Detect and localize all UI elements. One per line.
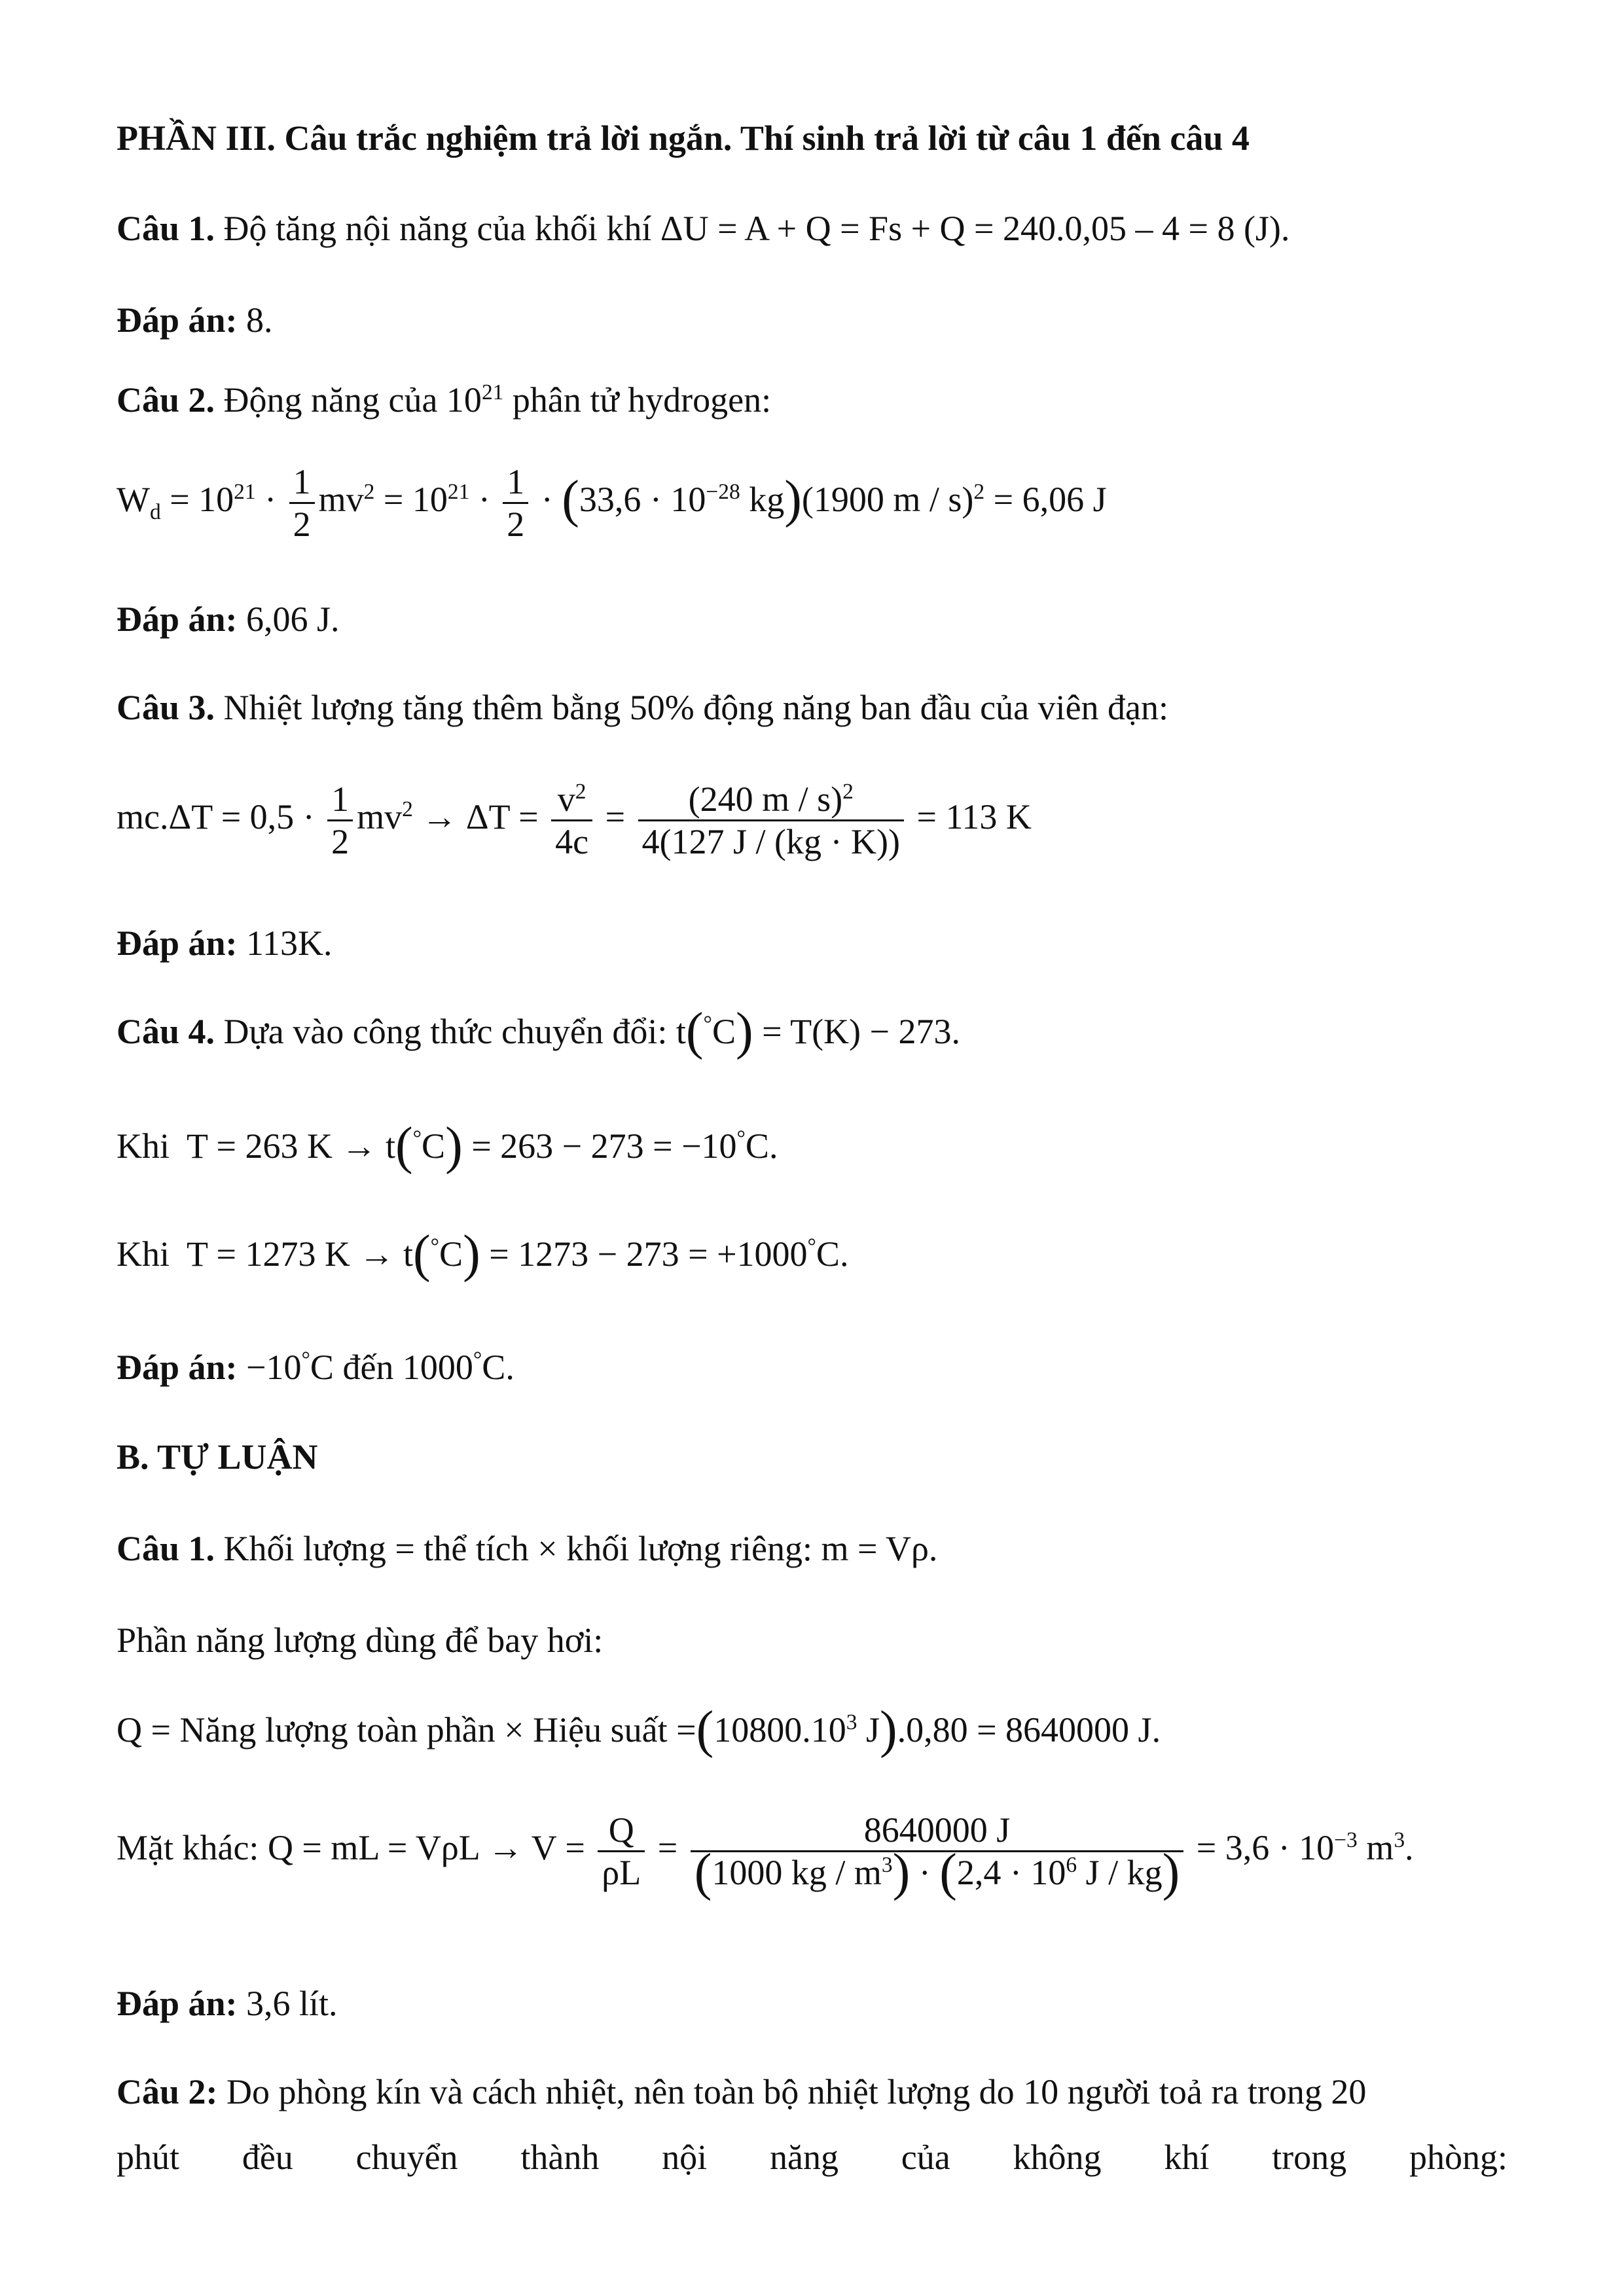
answer-4-v1: −10 bbox=[246, 1348, 302, 1387]
essay-1-line-3-prefix: Q = Năng lượng toàn phần × Hiệu suất bbox=[117, 1710, 677, 1749]
eq3-v-fraction bbox=[551, 779, 592, 862]
eq2-half-den-a: 2 bbox=[293, 505, 311, 545]
khi-2-left: T = 1273 K → t bbox=[187, 1234, 413, 1274]
section-b-heading: B. TỰ LUẬN bbox=[117, 1437, 318, 1477]
essay-2-word: phòng: bbox=[1409, 2138, 1507, 2177]
essay-1-den-paren-b-open: ( bbox=[939, 1844, 957, 1902]
eq2-half-num-b: 1 bbox=[503, 461, 528, 504]
khi-1-degree: ° bbox=[412, 1126, 422, 1151]
essay-1-den-dot: · bbox=[910, 1853, 940, 1893]
question-4-label: Câu 4. bbox=[117, 1012, 215, 1051]
khi-2-right: = 1273 − 273 = +1000 bbox=[480, 1234, 808, 1274]
q4-paren-open: ( bbox=[685, 1003, 704, 1060]
question-1-text: Độ tăng nội năng của khối khí ΔU = A + Q = Fs + Q = 240.0,05 – 4 = 8 (J). bbox=[223, 209, 1290, 248]
eq2-inner: 33,6 · 10 bbox=[579, 479, 706, 519]
khi-1-paren-open: ( bbox=[395, 1117, 413, 1175]
eq2-speed: (1900 m / s) bbox=[801, 479, 974, 519]
essay-1-main-num: 8640000 J bbox=[691, 1810, 1184, 1852]
eq3-v: v bbox=[557, 780, 575, 819]
question-2 bbox=[117, 380, 771, 420]
essay-question-1 bbox=[117, 1528, 937, 1569]
khi-2-c: C bbox=[439, 1234, 463, 1274]
essay-2-line-2 bbox=[117, 2137, 1507, 2178]
answer-4-c1: C bbox=[310, 1348, 334, 1387]
section-heading: PHẦN III. Câu trắc nghiệm trả lời ngắn. Thí sinh trả lời từ câu 1 đến câu 4 bbox=[117, 118, 1250, 158]
question-2-text-before: Động năng của 10 bbox=[223, 380, 482, 420]
eq2-speed-sq: 2 bbox=[973, 479, 985, 504]
essay-1-unit-exp: 3 bbox=[1394, 1827, 1405, 1852]
essay-1-result: = 3,6 · 10 bbox=[1187, 1827, 1335, 1867]
question-2-label: Câu 2. bbox=[117, 380, 215, 420]
essay-1-line-4-eq: = bbox=[649, 1827, 687, 1867]
essay-1-den-a-exp: 3 bbox=[881, 1853, 893, 1878]
q4-formula-rest: = T(K) − 273. bbox=[753, 1012, 960, 1051]
khi-2-paren-close: ) bbox=[463, 1225, 480, 1283]
question-3-text: Nhiệt lượng tăng thêm bằng 50% động năng ban đầu của viên đạn: bbox=[223, 688, 1169, 727]
eq3-half-fraction bbox=[327, 779, 353, 862]
answer-4 bbox=[117, 1347, 514, 1388]
eq2-part1: = 10 bbox=[160, 479, 234, 519]
answer-3-label: Đáp án: bbox=[117, 924, 238, 963]
eq3-result: = 113 K bbox=[907, 797, 1032, 836]
essay-1-q-den: ρL bbox=[602, 1853, 641, 1893]
eq2-dot-c: · bbox=[532, 479, 562, 519]
essay-1-main-fraction bbox=[691, 1810, 1184, 1902]
essay-1-line-3 bbox=[117, 1701, 1161, 1759]
eq2-lhs-sub: d bbox=[149, 499, 161, 524]
answer-4-degree-a: ° bbox=[301, 1348, 310, 1372]
eq2-paren-open: ( bbox=[562, 470, 579, 528]
essay-2-text-1: Do phòng kín và cách nhiệt, nên toàn bộ nhiệt lượng do 10 người toả ra trong 20 bbox=[226, 2072, 1367, 2111]
q4-t: t bbox=[676, 1012, 686, 1051]
question-1-label: Câu 1. bbox=[117, 209, 215, 248]
essay-question-2 bbox=[117, 2072, 1366, 2112]
answer-3 bbox=[117, 923, 333, 963]
eq2-half-fraction-b bbox=[503, 461, 528, 545]
khi-1-paren-close: ) bbox=[445, 1117, 463, 1175]
khi-2-paren-open: ( bbox=[413, 1225, 431, 1283]
question-4 bbox=[117, 1003, 960, 1060]
essay-2-word: năng bbox=[769, 2138, 839, 2177]
eq3-eq: = bbox=[596, 797, 634, 836]
khi-2-degree-end: ° bbox=[807, 1234, 816, 1259]
eq2-kg: kg bbox=[740, 479, 785, 519]
essay-1-text: Khối lượng = thể tích × khối lượng riêng: bbox=[223, 1529, 821, 1568]
eq2-inner-exp: −28 bbox=[706, 479, 740, 504]
question-3-label: Câu 3. bbox=[117, 688, 215, 727]
answer-1-label: Đáp án: bbox=[117, 300, 238, 340]
eq2-exp-b: 21 bbox=[447, 479, 470, 504]
essay-1-den-b-end: J / kg bbox=[1077, 1853, 1163, 1893]
essay-2-word: thành bbox=[520, 2138, 600, 2177]
essay-1-main-den bbox=[691, 1844, 1184, 1902]
eq2-exp-a: 21 bbox=[234, 479, 256, 504]
eq2-paren-close: ) bbox=[784, 470, 802, 528]
essay-2-word: không bbox=[1013, 2138, 1102, 2177]
khi-1-end: C. bbox=[745, 1126, 778, 1166]
eq3-main-num-sq: 2 bbox=[842, 780, 854, 804]
q4-degree: ° bbox=[703, 1012, 712, 1036]
eq3-half-den: 2 bbox=[331, 822, 350, 862]
essay-1-den-paren-a-close: ) bbox=[892, 1844, 911, 1902]
essay-1-line-2: Phần năng lượng dùng để bay hơi: bbox=[117, 1621, 604, 1660]
essay-1-line-3-inner: 10800.10 bbox=[713, 1710, 846, 1749]
essay-1-end: . bbox=[1405, 1827, 1414, 1867]
eq3-main-fraction bbox=[638, 779, 904, 862]
khi-1-left: T = 263 K → t bbox=[187, 1126, 395, 1166]
answer-4-label: Đáp án: bbox=[117, 1348, 238, 1387]
eq2-mv: mv bbox=[318, 479, 364, 519]
essay-1-unit: m bbox=[1357, 1827, 1394, 1867]
eq2-dot-a: · bbox=[255, 479, 285, 519]
essay-1-line-3-eq: = bbox=[676, 1710, 696, 1749]
eq2-eq: = 10 bbox=[374, 479, 448, 519]
essay-1-den-b-exp: 6 bbox=[1066, 1853, 1077, 1878]
khi-2-word: Khi bbox=[117, 1234, 170, 1274]
q4-paren-close: ) bbox=[735, 1003, 753, 1060]
answer-4-mid: đến 1000 bbox=[333, 1348, 473, 1387]
eq3-arrow: → ΔT = bbox=[412, 797, 548, 836]
essay-1-result-exp: −3 bbox=[1334, 1827, 1358, 1852]
essay-1-line-4 bbox=[117, 1810, 1414, 1902]
essay-1-line-3-paren-open: ( bbox=[696, 1701, 714, 1759]
essay-1-answer bbox=[117, 1983, 338, 2024]
essay-1-line-3-rest: .0,80 = 8640000 J. bbox=[897, 1710, 1161, 1749]
answer-4-c2: C. bbox=[482, 1348, 514, 1387]
eq2-mv-sq: 2 bbox=[363, 479, 375, 504]
eq3-half-num: 1 bbox=[327, 779, 353, 821]
eq3-mv-sq: 2 bbox=[402, 797, 413, 821]
eq3-v-num bbox=[551, 779, 592, 821]
essay-2-word: chuyển bbox=[355, 2138, 458, 2177]
eq2-result: = 6,06 J bbox=[984, 479, 1107, 519]
eq3-main-num bbox=[638, 779, 904, 821]
essay-1-line-4-prefix: Mặt khác: bbox=[117, 1827, 268, 1867]
essay-2-word: khí bbox=[1164, 2138, 1210, 2177]
khi-1-word: Khi bbox=[117, 1126, 170, 1166]
eq3-main-num-text: (240 m / s) bbox=[688, 780, 843, 819]
question-4-text: Dựa vào công thức chuyển đổi: bbox=[223, 1012, 676, 1051]
answer-2-value: 6,06 J. bbox=[246, 600, 340, 639]
essay-1-line-4-lhs: Q = mL = VρL → V = bbox=[267, 1827, 594, 1867]
answer-1-value: 8. bbox=[246, 300, 273, 340]
eq2-half-fraction-a bbox=[289, 461, 315, 545]
essay-1-formula: m = Vρ. bbox=[821, 1529, 938, 1568]
essay-1-q-fraction bbox=[598, 1810, 645, 1893]
eq3-v-sq: 2 bbox=[575, 780, 586, 804]
answer-2-label: Đáp án: bbox=[117, 600, 238, 639]
khi-1-c: C bbox=[422, 1126, 446, 1166]
khi-line-2 bbox=[117, 1225, 849, 1283]
question-1 bbox=[117, 208, 1290, 249]
essay-1-answer-label: Đáp án: bbox=[117, 1984, 238, 2023]
essay-1-line-3-exp: 3 bbox=[846, 1710, 857, 1734]
answer-3-value: 113K. bbox=[246, 924, 333, 963]
essay-1-answer-value: 3,6 lít. bbox=[246, 1984, 338, 2023]
equation-3 bbox=[117, 779, 1032, 862]
question-3 bbox=[117, 687, 1168, 728]
question-2-exponent: 21 bbox=[481, 380, 504, 404]
q4-c: C bbox=[712, 1012, 736, 1051]
eq2-half-den-b: 2 bbox=[507, 505, 525, 545]
eq2-dot-b: · bbox=[469, 479, 499, 519]
answer-2 bbox=[117, 599, 340, 639]
essay-1-den-paren-a-open: ( bbox=[694, 1844, 712, 1902]
essay-1-line-3-j: J bbox=[857, 1710, 880, 1749]
essay-1-den-a: 1000 kg / m bbox=[712, 1853, 882, 1893]
essay-2-word: của bbox=[901, 2138, 950, 2177]
eq3-lhs: mc.ΔT = 0,5 · bbox=[117, 797, 324, 836]
essay-2-word: đều bbox=[242, 2138, 293, 2177]
essay-2-word: nội bbox=[662, 2138, 708, 2177]
essay-1-line-3-paren-close: ) bbox=[879, 1701, 897, 1759]
essay-2-label: Câu 2: bbox=[117, 2072, 218, 2111]
equation-2 bbox=[117, 461, 1107, 545]
eq3-mv: mv bbox=[357, 797, 403, 836]
answer-1 bbox=[117, 300, 273, 340]
essay-1-den-b: 2,4 · 10 bbox=[956, 1853, 1066, 1893]
essay-1-q-num: Q bbox=[598, 1810, 645, 1852]
eq2-lhs: W bbox=[117, 479, 150, 519]
eq3-v-den: 4c bbox=[555, 822, 589, 862]
khi-line-1 bbox=[117, 1117, 778, 1175]
khi-2-end: C. bbox=[816, 1234, 849, 1274]
essay-1-label: Câu 1. bbox=[117, 1529, 215, 1568]
answer-4-degree-b: ° bbox=[473, 1348, 482, 1372]
essay-1-den-paren-b-close: ) bbox=[1162, 1844, 1180, 1902]
eq3-main-den: 4(127 J / (kg · K)) bbox=[641, 822, 900, 862]
essay-2-word: trong bbox=[1272, 2138, 1347, 2177]
eq2-half-num-a: 1 bbox=[289, 461, 315, 504]
question-2-text-after: phân tử hydrogen: bbox=[503, 380, 772, 420]
khi-1-right: = 263 − 273 = −10 bbox=[462, 1126, 737, 1166]
essay-2-word: phút bbox=[117, 2138, 180, 2177]
khi-1-degree-end: ° bbox=[736, 1126, 746, 1151]
khi-2-degree: ° bbox=[430, 1234, 440, 1259]
